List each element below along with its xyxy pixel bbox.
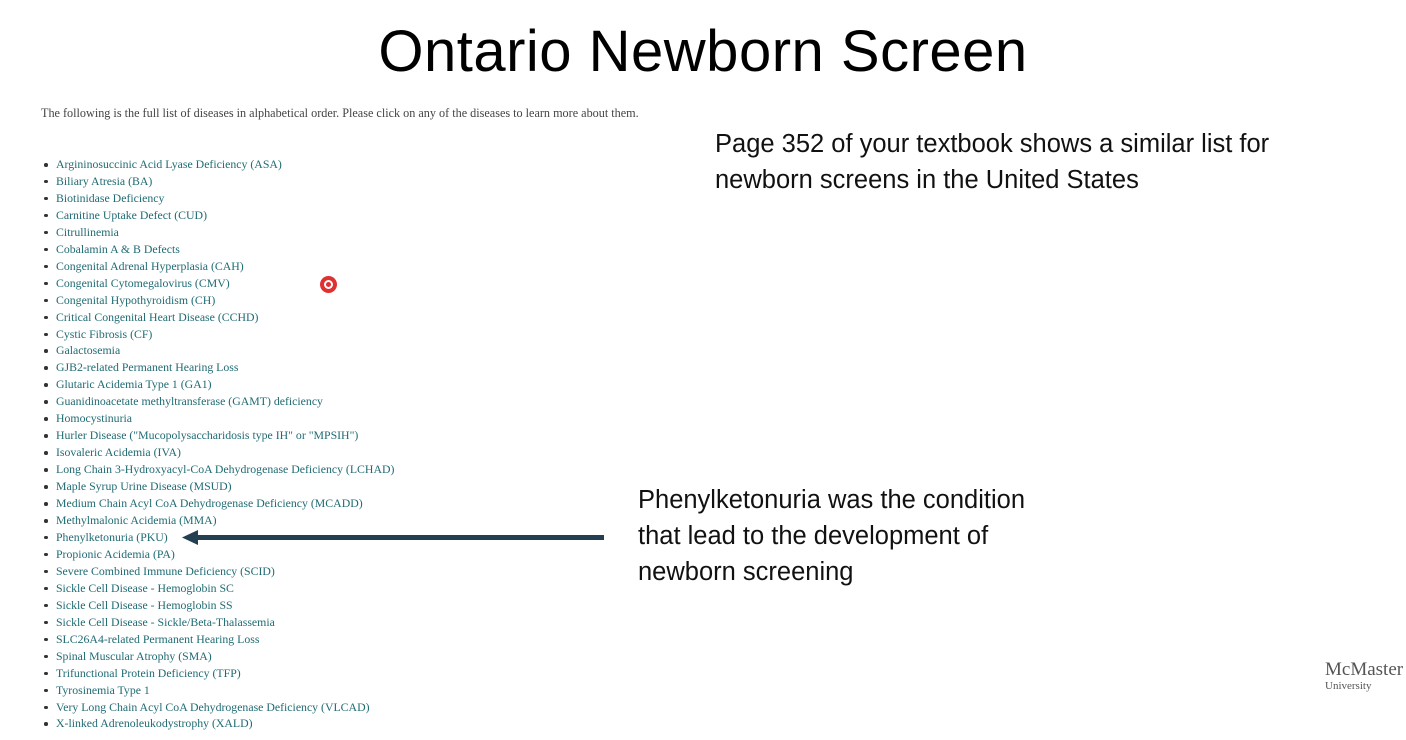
list-item (41, 376, 394, 393)
list-item (41, 715, 394, 732)
disease-list (41, 156, 394, 732)
disease-link[interactable]: Isovaleric Acidemia (IVA) (56, 445, 181, 460)
disease-link[interactable]: Glutaric Acidemia Type 1 (GA1) (56, 377, 212, 392)
disease-link[interactable]: Maple Syrup Urine Disease (MSUD) (56, 479, 232, 494)
disease-link[interactable]: Congenital Cytomegalovirus (CMV) (56, 275, 230, 290)
disease-link[interactable]: Sickle Cell Disease - Hemoglobin SC (56, 580, 234, 595)
university-logo (1325, 659, 1404, 694)
textbook-note-line: Page 352 of your textbook shows a similar list for (715, 130, 1270, 158)
list-item (41, 410, 394, 427)
list-item (41, 546, 394, 563)
disease-link[interactable]: Phenylketonuria (PKU) (56, 529, 168, 544)
list-item (41, 258, 394, 275)
disease-link[interactable]: X-linked Adrenoleukodystrophy (XALD) (56, 716, 253, 731)
disease-link[interactable]: Homocystinuria (56, 411, 133, 426)
left-arrow-icon (180, 528, 606, 548)
list-item (41, 478, 394, 495)
pku-note (638, 482, 1158, 590)
disease-link[interactable]: Cobalamin A & B Defects (56, 241, 180, 256)
list-item (41, 563, 394, 580)
disease-link[interactable]: Congenital Hypothyroidism (CH) (56, 292, 216, 307)
list-item (41, 597, 394, 614)
list-item (41, 207, 394, 224)
pku-note-line: newborn screening (638, 558, 854, 586)
disease-link[interactable]: Biliary Atresia (BA) (56, 173, 153, 188)
list-item (41, 631, 394, 648)
disease-link[interactable]: Biotinidase Deficiency (56, 190, 165, 205)
disease-link[interactable]: Long Chain 3-Hydroxyacyl-CoA Dehydrogenase Deficiency (LCHAD) (56, 462, 395, 477)
disease-link[interactable]: Spinal Muscular Atrophy (SMA) (56, 648, 212, 663)
disease-link[interactable]: Hurler Disease ("Mucopolysaccharidosis type IH" or "MPSIH") (56, 428, 359, 443)
disease-link[interactable]: Sickle Cell Disease - Sickle/Beta-Thalassemia (56, 614, 275, 629)
cursor-pointer-icon (320, 276, 337, 293)
list-item (41, 580, 394, 597)
logo-line: University (1325, 680, 1372, 692)
disease-link[interactable]: Propionic Acidemia (PA) (56, 546, 175, 561)
list-item (41, 292, 394, 309)
list-item (41, 665, 394, 682)
disease-link[interactable]: Argininosuccinic Acid Lyase Deficiency (ASA) (56, 157, 282, 171)
logo-line: McMaster (1325, 659, 1404, 680)
list-item (41, 648, 394, 665)
disease-link[interactable]: Congenital Adrenal Hyperplasia (CAH) (56, 258, 244, 273)
list-item (41, 190, 394, 207)
list-item (41, 326, 394, 343)
disease-link[interactable]: SLC26A4-related Permanent Hearing Loss (56, 631, 260, 646)
disease-link[interactable]: Carnitine Uptake Defect (CUD) (56, 207, 208, 222)
pku-note-line: Phenylketonuria was the condition (638, 486, 1025, 514)
textbook-note (715, 126, 1365, 198)
disease-link[interactable]: Cystic Fibrosis (CF) (56, 326, 153, 341)
list-item (41, 461, 394, 478)
disease-link[interactable]: Galactosemia (56, 343, 121, 358)
disease-link[interactable]: Tyrosinemia Type 1 (56, 682, 150, 697)
list-item (41, 224, 394, 241)
list-item (41, 241, 394, 258)
list-item (41, 156, 394, 173)
slide-title: Ontario Newborn Screen (378, 19, 1028, 84)
list-item (41, 512, 394, 529)
list-item (41, 682, 394, 699)
disease-link[interactable]: Citrullinemia (56, 224, 119, 239)
disease-link[interactable]: Severe Combined Immune Deficiency (SCID) (56, 563, 275, 578)
list-item (41, 275, 394, 292)
list-item (41, 699, 394, 716)
list-item (41, 342, 394, 359)
list-item (41, 444, 394, 461)
disease-link[interactable]: Trifunctional Protein Deficiency (TFP) (56, 665, 241, 680)
textbook-note-line: newborn screens in the United States (715, 166, 1139, 194)
list-item (41, 173, 394, 190)
list-item (41, 393, 394, 410)
disease-link[interactable]: Medium Chain Acyl CoA Dehydrogenase Deficiency (MCADD) (56, 496, 363, 511)
intro-text: The following is the full list of diseases in alphabetical order. Please click on any of the diseases to learn more about them. (41, 106, 639, 120)
disease-link[interactable]: Very Long Chain Acyl CoA Dehydrogenase Deficiency (VLCAD) (56, 699, 370, 714)
list-item (41, 427, 394, 444)
list-item (41, 359, 394, 376)
list-item (41, 309, 394, 326)
pku-note-line: that lead to the development of (638, 522, 989, 550)
disease-link[interactable]: Methylmalonic Acidemia (MMA) (56, 513, 217, 528)
list-item (41, 495, 394, 512)
disease-link[interactable]: GJB2-related Permanent Hearing Loss (56, 360, 239, 375)
disease-link[interactable]: Guanidinoacetate methyltransferase (GAMT) deficiency (56, 394, 323, 409)
disease-link[interactable]: Sickle Cell Disease - Hemoglobin SS (56, 597, 233, 612)
list-item (41, 614, 394, 631)
disease-link[interactable]: Critical Congenital Heart Disease (CCHD) (56, 309, 259, 324)
